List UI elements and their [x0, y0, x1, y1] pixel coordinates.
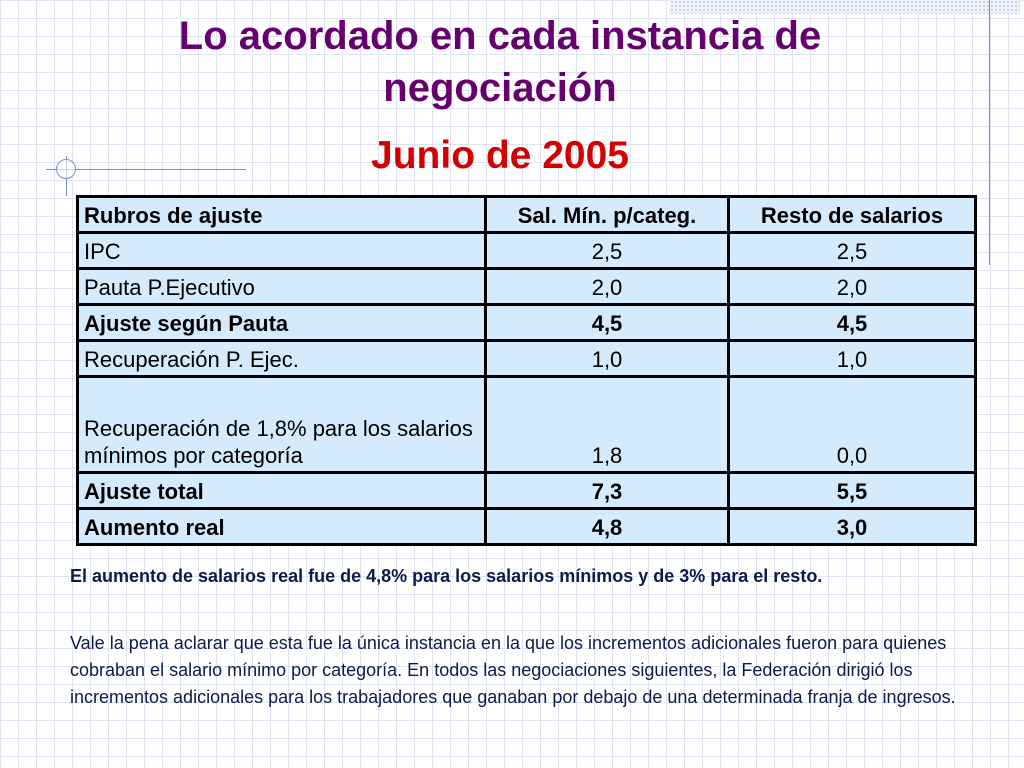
- row-label: Ajuste según Pauta: [78, 305, 486, 341]
- row-value-resto: 2,5: [729, 233, 976, 269]
- table-row: [78, 473, 976, 509]
- slide-title-line2: negociación: [383, 66, 617, 110]
- row-value-sal-min: 7,3: [486, 473, 729, 509]
- table-row: [78, 377, 976, 473]
- header-resto: Resto de salarios: [729, 197, 976, 233]
- header-sal-min: Sal. Mín. p/categ.: [486, 197, 729, 233]
- slide-title: [0, 10, 1000, 114]
- row-value-sal-min: 1,0: [486, 341, 729, 377]
- row-value-resto: 3,0: [729, 509, 976, 545]
- row-label: Recuperación de 1,8% para los salarios mínimos por categoría: [78, 377, 486, 473]
- row-value-sal-min: 4,8: [486, 509, 729, 545]
- row-label: Aumento real: [78, 509, 486, 545]
- row-value-resto: 0,0: [729, 377, 976, 473]
- table-row: [78, 305, 976, 341]
- row-value-sal-min: 4,5: [486, 305, 729, 341]
- slide-subtitle: Junio de 2005: [371, 134, 629, 177]
- table-row: [78, 341, 976, 377]
- row-value-sal-min: 2,0: [486, 269, 729, 305]
- table-header-row: [78, 197, 976, 233]
- row-value-resto: 1,0: [729, 341, 976, 377]
- row-label: Recuperación P. Ejec.: [78, 341, 486, 377]
- slide-title-line1: Lo acordado en cada instancia de: [178, 14, 822, 58]
- header-rubros: Rubros de ajuste: [78, 197, 486, 233]
- adjustment-table: [76, 195, 977, 546]
- row-value-sal-min: 1,8: [486, 377, 729, 473]
- row-label: Ajuste total: [78, 473, 486, 509]
- table-row: [78, 509, 976, 545]
- table-row: [78, 269, 976, 305]
- row-value-resto: 5,5: [729, 473, 976, 509]
- row-label: IPC: [78, 233, 486, 269]
- row-value-resto: 4,5: [729, 305, 976, 341]
- table-row: [78, 233, 976, 269]
- explanation-note: Vale la pena aclarar que esta fue la única instancia en la que los incrementos adicionales fueron para quienes cobraban el salario mínimo por categoría. En todos las negociaciones siguientes, la Federación dirigió los incrementos adicionales para los trabajadores que ganaban por debajo de una determinada franja de ingresos.: [70, 633, 956, 707]
- row-value-resto: 2,0: [729, 269, 976, 305]
- summary-note: El aumento de salarios real fue de 4,8% para los salarios mínimos y de 3% para el resto.: [70, 566, 823, 586]
- row-label: Pauta P.Ejecutivo: [78, 269, 486, 305]
- row-value-sal-min: 2,5: [486, 233, 729, 269]
